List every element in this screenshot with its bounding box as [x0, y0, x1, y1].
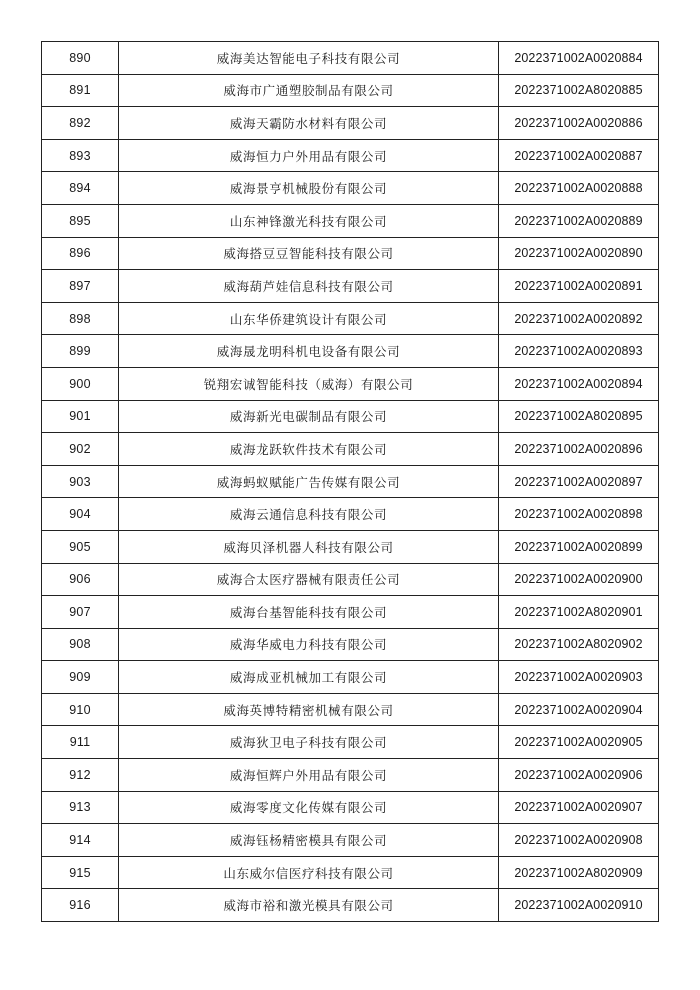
- company-name-cell: 威海贝泽机器人科技有限公司: [119, 530, 499, 563]
- table-row: [42, 74, 659, 107]
- company-name-cell: 威海景亨机械股份有限公司: [119, 172, 499, 205]
- registration-code-cell: 2022371002A0020890: [499, 237, 659, 270]
- company-name-cell: 威海华威电力科技有限公司: [119, 628, 499, 661]
- registration-code-cell: 2022371002A8020902: [499, 628, 659, 661]
- table-row: [42, 596, 659, 629]
- registration-code-cell: 2022371002A0020889: [499, 204, 659, 237]
- company-name-cell: 威海市广通塑胶制品有限公司: [119, 74, 499, 107]
- registration-code-cell: 2022371002A0020898: [499, 498, 659, 531]
- registration-code-cell: 2022371002A0020905: [499, 726, 659, 759]
- company-name-cell: 威海恒力户外用品有限公司: [119, 139, 499, 172]
- row-number-cell: 903: [42, 465, 119, 498]
- row-number-cell: 896: [42, 237, 119, 270]
- company-name-cell: 威海市裕和激光模具有限公司: [119, 889, 499, 922]
- row-number-cell: 914: [42, 824, 119, 857]
- company-name-cell: 威海蚂蚁赋能广告传媒有限公司: [119, 465, 499, 498]
- company-name-cell: 威海零度文化传媒有限公司: [119, 791, 499, 824]
- table-row: [42, 530, 659, 563]
- row-number-cell: 905: [42, 530, 119, 563]
- registration-code-cell: 2022371002A0020884: [499, 42, 659, 75]
- company-name-cell: 威海合太医疗器械有限责任公司: [119, 563, 499, 596]
- table-row: [42, 661, 659, 694]
- row-number-cell: 899: [42, 335, 119, 368]
- row-number-cell: 900: [42, 367, 119, 400]
- registration-code-cell: 2022371002A0020897: [499, 465, 659, 498]
- registration-code-cell: 2022371002A0020896: [499, 433, 659, 466]
- registration-code-cell: 2022371002A0020900: [499, 563, 659, 596]
- registration-code-cell: 2022371002A8020885: [499, 74, 659, 107]
- table-row: [42, 42, 659, 75]
- table-row: [42, 791, 659, 824]
- company-name-cell: 威海钰杨精密模具有限公司: [119, 824, 499, 857]
- company-name-cell: 威海葫芦娃信息科技有限公司: [119, 270, 499, 303]
- row-number-cell: 908: [42, 628, 119, 661]
- registration-code-cell: 2022371002A0020892: [499, 302, 659, 335]
- company-name-cell: 威海新光电碳制品有限公司: [119, 400, 499, 433]
- registration-code-cell: 2022371002A0020887: [499, 139, 659, 172]
- row-number-cell: 916: [42, 889, 119, 922]
- table-row: [42, 172, 659, 205]
- row-number-cell: 891: [42, 74, 119, 107]
- registration-code-cell: 2022371002A8020895: [499, 400, 659, 433]
- row-number-cell: 907: [42, 596, 119, 629]
- row-number-cell: 893: [42, 139, 119, 172]
- registry-table-body: [42, 42, 659, 922]
- company-name-cell: 威海台基智能科技有限公司: [119, 596, 499, 629]
- table-row: [42, 204, 659, 237]
- row-number-cell: 892: [42, 107, 119, 140]
- registration-code-cell: 2022371002A0020910: [499, 889, 659, 922]
- row-number-cell: 902: [42, 433, 119, 466]
- row-number-cell: 897: [42, 270, 119, 303]
- table-row: [42, 628, 659, 661]
- table-row: [42, 335, 659, 368]
- company-name-cell: 威海狄卫电子科技有限公司: [119, 726, 499, 759]
- company-name-cell: 威海恒辉户外用品有限公司: [119, 759, 499, 792]
- company-name-cell: 山东华侨建筑设计有限公司: [119, 302, 499, 335]
- row-number-cell: 895: [42, 204, 119, 237]
- registration-code-cell: 2022371002A8020909: [499, 856, 659, 889]
- registration-code-cell: 2022371002A8020901: [499, 596, 659, 629]
- row-number-cell: 912: [42, 759, 119, 792]
- table-row: [42, 270, 659, 303]
- company-name-cell: 威海天霸防水材料有限公司: [119, 107, 499, 140]
- company-name-cell: 威海晟龙明科机电设备有限公司: [119, 335, 499, 368]
- table-row: [42, 889, 659, 922]
- table-row: [42, 107, 659, 140]
- table-row: [42, 759, 659, 792]
- registration-code-cell: 2022371002A0020893: [499, 335, 659, 368]
- company-name-cell: 威海英博特精密机械有限公司: [119, 693, 499, 726]
- registration-code-cell: 2022371002A0020906: [499, 759, 659, 792]
- table-row: [42, 237, 659, 270]
- company-name-cell: 山东威尔信医疗科技有限公司: [119, 856, 499, 889]
- company-name-cell: 威海美达智能电子科技有限公司: [119, 42, 499, 75]
- table-row: [42, 433, 659, 466]
- registration-code-cell: 2022371002A0020899: [499, 530, 659, 563]
- row-number-cell: 910: [42, 693, 119, 726]
- table-row: [42, 498, 659, 531]
- table-row: [42, 693, 659, 726]
- registration-code-cell: 2022371002A0020888: [499, 172, 659, 205]
- table-row: [42, 302, 659, 335]
- table-row: [42, 824, 659, 857]
- table-row: [42, 563, 659, 596]
- company-name-cell: 威海成亚机械加工有限公司: [119, 661, 499, 694]
- registration-code-cell: 2022371002A0020894: [499, 367, 659, 400]
- table-row: [42, 139, 659, 172]
- row-number-cell: 894: [42, 172, 119, 205]
- company-name-cell: 山东神锋激光科技有限公司: [119, 204, 499, 237]
- company-registry-table: [41, 41, 659, 922]
- table-row: [42, 856, 659, 889]
- registration-code-cell: 2022371002A0020886: [499, 107, 659, 140]
- row-number-cell: 906: [42, 563, 119, 596]
- company-name-cell: 威海云通信息科技有限公司: [119, 498, 499, 531]
- row-number-cell: 898: [42, 302, 119, 335]
- company-name-cell: 锐翔宏诚智能科技（威海）有限公司: [119, 367, 499, 400]
- row-number-cell: 901: [42, 400, 119, 433]
- row-number-cell: 915: [42, 856, 119, 889]
- registration-code-cell: 2022371002A0020891: [499, 270, 659, 303]
- registration-code-cell: 2022371002A0020908: [499, 824, 659, 857]
- registration-code-cell: 2022371002A0020904: [499, 693, 659, 726]
- table-row: [42, 367, 659, 400]
- row-number-cell: 890: [42, 42, 119, 75]
- row-number-cell: 911: [42, 726, 119, 759]
- company-name-cell: 威海龙跃软件技术有限公司: [119, 433, 499, 466]
- table-row: [42, 726, 659, 759]
- row-number-cell: 909: [42, 661, 119, 694]
- table-row: [42, 400, 659, 433]
- registration-code-cell: 2022371002A0020907: [499, 791, 659, 824]
- company-name-cell: 威海搭豆豆智能科技有限公司: [119, 237, 499, 270]
- table-row: [42, 465, 659, 498]
- row-number-cell: 904: [42, 498, 119, 531]
- registration-code-cell: 2022371002A0020903: [499, 661, 659, 694]
- row-number-cell: 913: [42, 791, 119, 824]
